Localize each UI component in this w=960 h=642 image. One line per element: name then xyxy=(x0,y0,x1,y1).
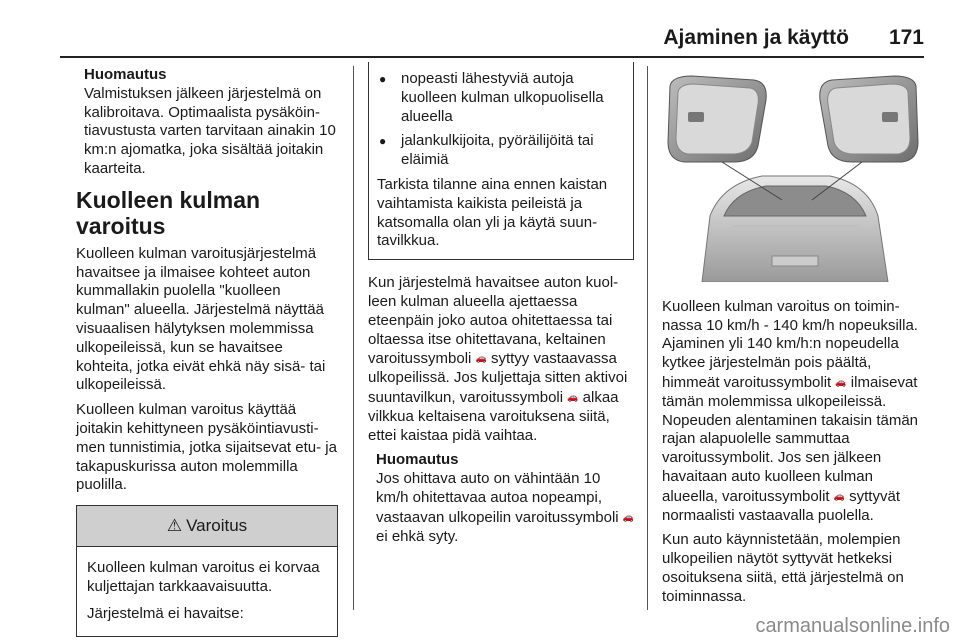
mirror-illustration xyxy=(662,66,924,282)
page-header xyxy=(663,26,924,50)
note-body: Jos ohittava auto on vähintään 10 km/h ohitettavaa autoa nopeampi, vastaavan ulkopeilin varoitussymboli 🚗 ei ehkä syty. xyxy=(376,470,635,545)
warning-header xyxy=(77,506,337,547)
warning-box xyxy=(76,505,338,636)
bullet-list xyxy=(377,70,623,170)
watermark: carmanualsonline.info xyxy=(755,615,950,637)
warning-text: Järjestelmä ei havaitse: xyxy=(87,604,244,622)
section-heading: Kuolleen kulman varoitus xyxy=(76,186,261,239)
column-2 xyxy=(368,66,634,554)
list-item: ● nopeasti lähestyviä autoja kuolleen kulman ulkopuolisella alueella xyxy=(377,70,623,126)
blind-spot-symbol-icon: 🚗 xyxy=(835,376,847,387)
paragraph: Kuolleen kulman varoitus on toiminnassa 10 km/h - 140 km/h nopeuksilla. Ajaminen yli 140 km/h:n nopeudella kytkee järjestelmän pois päältä, himmeät varoitussymbolit 🚗 ilmaisevat tämän molemmissa ulkopeileissä. Nopeuden alentaminen takaisin tämän rajan alapuolelle sammuttaa varoitussymbolit. Jos sen jälkeen havaitaan auto kuolleen kulman alueella, varoitussymbolit 🚗 syttyvät normaalisti vastaavalla puolella. xyxy=(662,297,919,524)
section-title: Ajaminen ja käyttö xyxy=(663,26,849,49)
blind-spot-symbol-icon: 🚗 xyxy=(622,511,635,522)
list-item: ● jalankulkijoita, pyöräilijöitä tai eläimiä xyxy=(377,132,623,170)
note-title: Huomautus xyxy=(84,66,167,83)
warning-icon: ⚠ xyxy=(166,515,183,535)
column-3 xyxy=(662,66,924,613)
warning-text: Tarkista tilanne aina ennen kaistan vaihtamista kaikista peileistä ja katsomalla olan yli ja käytä suuntavilkkua. xyxy=(377,175,608,250)
column-divider-1 xyxy=(353,66,354,610)
warning-body xyxy=(77,547,337,635)
blind-spot-symbol-icon: 🚗 xyxy=(475,353,487,364)
warning-title: Varoitus xyxy=(186,515,248,535)
column-divider-2 xyxy=(647,66,648,610)
paragraph: Kun auto käynnistetään, molempien ulkopeilien näytöt syttyvät hetkeksi osoituksena siitä, että järjestelmä on toiminnassa. xyxy=(662,531,904,605)
blind-spot-symbol-icon: 🚗 xyxy=(567,391,579,402)
page-number: 171 xyxy=(888,26,924,49)
paragraph: Kuolleen kulman varoitus käyttää joitakin kehittyneen pysäköintiavustimen tunnistimia, jotka sijaitsevat etu- ja takapuskurissa auton molemmilla puolilla. xyxy=(76,401,337,494)
warning-text: Kuolleen kulman varoitus ei korvaa kuljettajan tarkkaavaisuutta. xyxy=(87,559,320,595)
paragraph: Kun järjestelmä havaitsee auton kuolleen kulman alueella ajettaessa eteenpäin joko autoa ohitettaessa tai oltaessa itse ohitettavana, keltainen varoitussymboli 🚗 syttyy vastaavassa ulkopeilissä. Jos kuljettaja sitten aktivoi suuntavilkun, varoitussymboli 🚗 alkaa vilkkua keltaisena varoituksena siitä, ettei kaistaa pidä vaihtaa. xyxy=(368,274,628,444)
column-1 xyxy=(76,66,338,637)
paragraph: Kuolleen kulman varoitusjärjestelmä havaitsee ja ilmaisee kohteet auton kummallakin puolella "kuolleen kulman" alueella. Järjestelmä näyttää visuaalisen hälytyksen molemmissa ulkopeileissä, kun se havaitsee kohteita, jotka eivät ehkä näy sisä- tai ulkopeileissä. xyxy=(76,244,326,394)
note-title: Huomautus xyxy=(376,451,459,469)
header-rule xyxy=(60,56,924,58)
warning-box-continued xyxy=(368,62,634,260)
blind-spot-symbol-icon: 🚗 xyxy=(833,490,845,501)
note-body: Valmistuksen jälkeen järjestelmä on kalibroitava. Optimaalista pysäköintiavustusta varten tarvitaan ainakin 10 km:n ajomatka, joka sisältää joitakin kaarteita. xyxy=(84,84,336,177)
